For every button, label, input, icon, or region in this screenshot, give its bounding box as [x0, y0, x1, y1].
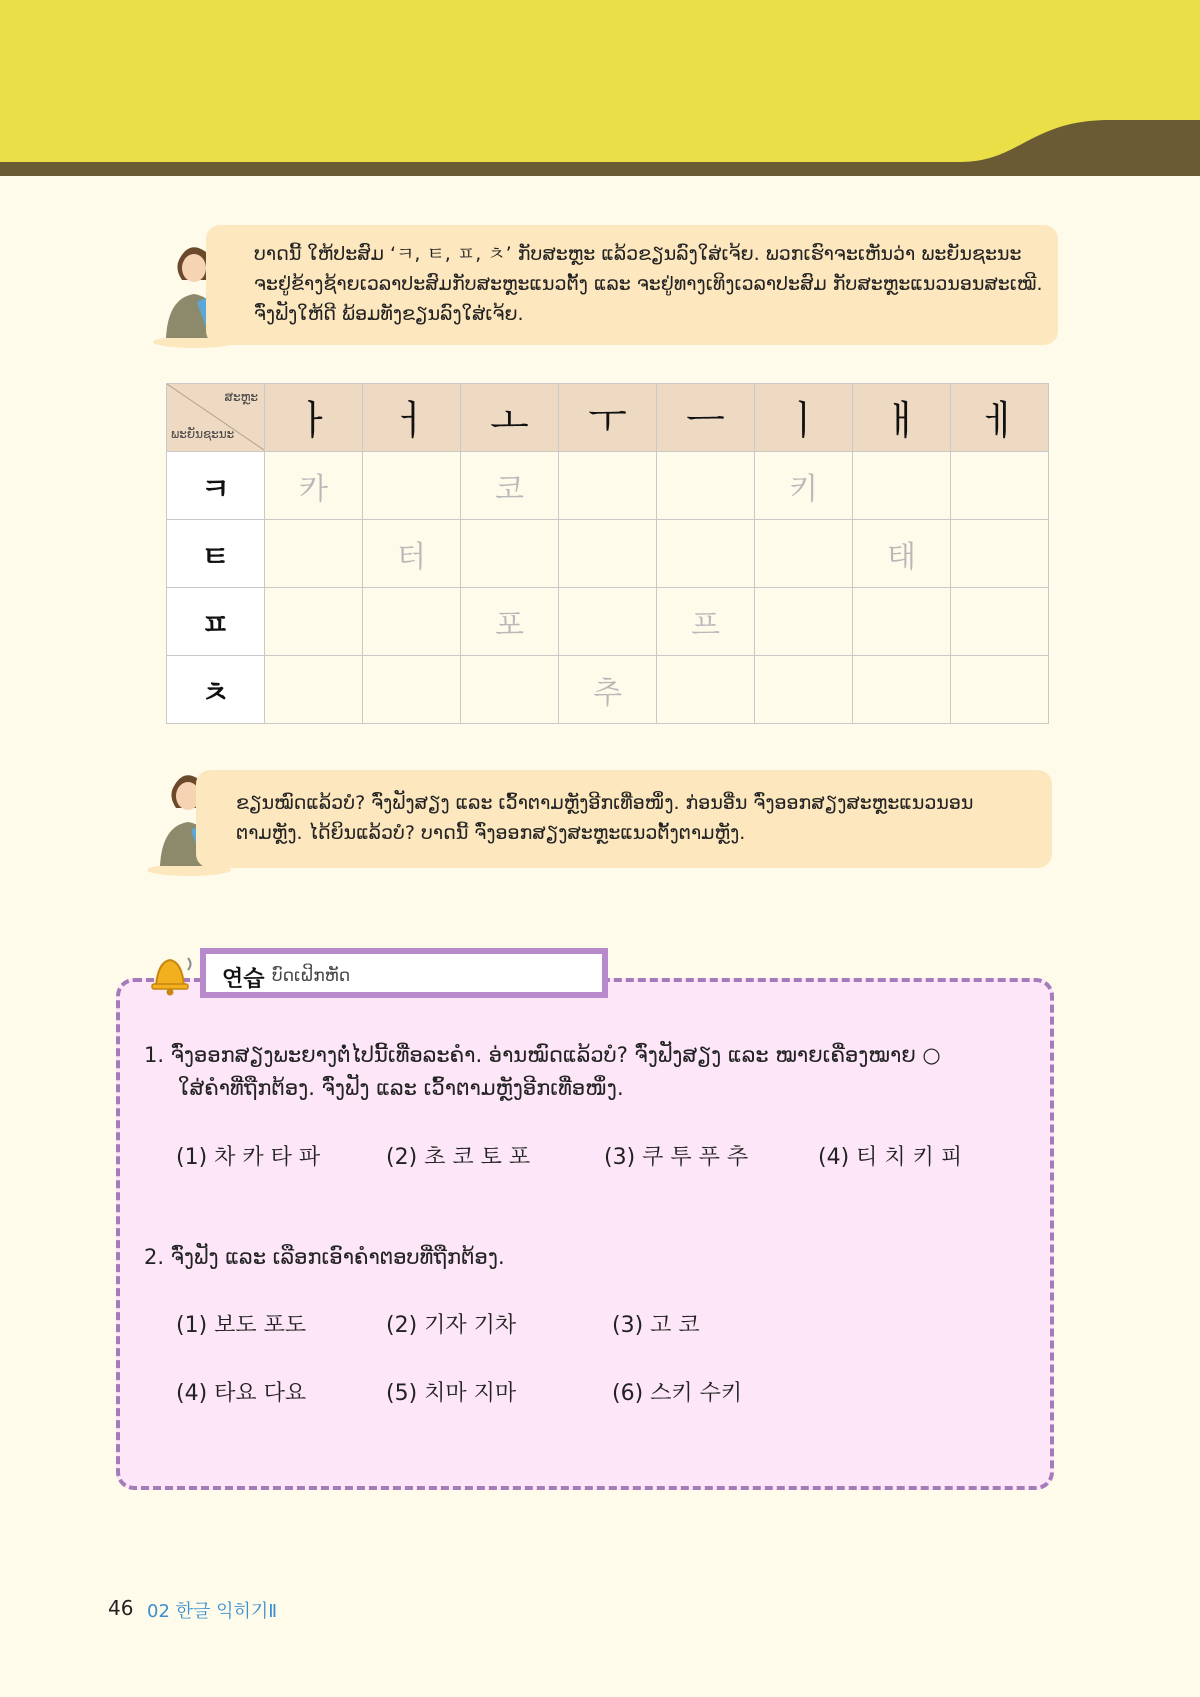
syllable-cell: 터 [363, 520, 461, 588]
instruction-1-line-2: ຈະຢູ່ຂ້າງຊ້າຍເວລາປະສົມກັບສະຫຼະແນວຕັ້ງ ແລະ ຈະຢູ່ທາງເທິງເວລາປະສົມ ກັບສະຫຼະແນວນອນສະເໝີ. [254, 273, 1043, 295]
question-2: 2. ຈົ່ງຟັງ ແລະ ເລືອກເອົາຄໍາຕອບທີ່ຖືກຕ້ອງ. [144, 1245, 505, 1269]
practice-title-ribbon [200, 948, 608, 998]
syllable-cell: 키 [755, 452, 853, 520]
syllable-table [166, 383, 1049, 724]
syllable-cell [657, 452, 755, 520]
practice-title-lao: ບົດເຝິກຫັດ [272, 966, 351, 986]
syllable-cell [363, 588, 461, 656]
instruction-1-line-3: ຈົ່ງຟັງໃຫ້ດີ ພ້ອມທັງຂຽນລົງໃສ່ເຈ້ຍ. [254, 303, 524, 325]
syllable-cell [265, 656, 363, 724]
syllable-cell [265, 520, 363, 588]
instruction-1-line-1: ບາດນີ້ ໃຫ້ປະສົມ ‘ㅋ, ㅌ, ㅍ, ㅊ’ ກັບສະຫຼະ ແລ້ວຂຽນລົງໃສ່ເຈ້ຍ. ພວກເຮົາຈະເຫັນວ່າ ພະຍັນຊະນະ [254, 243, 1022, 265]
table-row [167, 656, 1049, 724]
q2-option: (4) 타요 다요 [176, 1381, 307, 1406]
syllable-cell [951, 588, 1049, 656]
q1-option: (2) 초 코 토 포 [386, 1145, 531, 1170]
syllable-cell [951, 520, 1049, 588]
syllable-cell [853, 656, 951, 724]
vowel-header: ㅡ [657, 384, 755, 452]
chapter-label: 02 한글 익히기Ⅱ [147, 1601, 278, 1622]
syllable-cell [755, 520, 853, 588]
consonant-header: ㅍ [167, 588, 265, 656]
syllable-cell: 코 [461, 452, 559, 520]
syllable-cell [657, 520, 755, 588]
syllable-cell [265, 588, 363, 656]
vowel-header: ㅓ [363, 384, 461, 452]
bell-icon [146, 948, 196, 998]
syllable-cell [853, 452, 951, 520]
vowel-header: ㅗ [461, 384, 559, 452]
table-row [167, 520, 1049, 588]
question-1-line-1: 1. ຈົ່ງອອກສຽງພະຍາງຕໍ່ໄປນີ້ເທື່ອລະຄໍາ. ອ່ານໝົດແລ້ວບໍ? ຈົ່ງຟັງສຽງ ແລະ ໝາຍເຄື່ອງໝາຍ ○ [144, 1043, 941, 1067]
consonant-header: ㅊ [167, 656, 265, 724]
syllable-cell: 추 [559, 656, 657, 724]
syllable-cell [559, 452, 657, 520]
table-corner [167, 384, 265, 452]
corner-label-vowel: ສະຫຼະ [224, 390, 258, 404]
syllable-cell [657, 656, 755, 724]
vowel-header-row [167, 384, 1049, 452]
syllable-cell [853, 588, 951, 656]
instruction-bubble-2 [196, 770, 1052, 868]
syllable-cell [951, 452, 1049, 520]
q2-option: (1) 보도 포도 [176, 1313, 307, 1338]
q2-option: (6) 스키 수키 [612, 1381, 743, 1406]
vowel-header: ㅣ [755, 384, 853, 452]
vowel-header: ㅐ [853, 384, 951, 452]
instruction-bubble-1 [206, 225, 1058, 345]
syllable-cell [951, 656, 1049, 724]
vowel-header: ㅔ [951, 384, 1049, 452]
consonant-header: ㅌ [167, 520, 265, 588]
table-row [167, 452, 1049, 520]
syllable-cell: 프 [657, 588, 755, 656]
q2-option: (5) 치마 지마 [386, 1381, 517, 1406]
syllable-cell [755, 656, 853, 724]
q2-option: (3) 고 코 [612, 1313, 700, 1338]
q1-option: (3) 쿠 투 푸 추 [604, 1145, 749, 1170]
syllable-cell: 태 [853, 520, 951, 588]
instruction-2-line-2: ຕາມຫຼັງ. ໄດ້ຍິນແລ້ວບໍ? ບາດນີ້ ຈົ່ງອອກສຽງສະຫຼະແນວຕັ້ງຕາມຫຼັງ. [236, 822, 746, 844]
page-number: 46 [108, 1596, 134, 1620]
consonant-header: ㅋ [167, 452, 265, 520]
syllable-cell: 포 [461, 588, 559, 656]
vowel-header: ㅏ [265, 384, 363, 452]
corner-label-consonant: ພະຍັນຊະນະ [171, 427, 235, 441]
syllable-cell: 카 [265, 452, 363, 520]
syllable-cell [363, 452, 461, 520]
syllable-cell [755, 588, 853, 656]
q1-option: (4) 티 치 키 피 [818, 1145, 963, 1170]
table-row [167, 588, 1049, 656]
question-1-line-2: ໃສ່ຄໍາທີ່ຖືກຕ້ອງ. ຈົ່ງຟັງ ແລະ ເວົ້າຕາມຫຼັງອີກເທື່ອໜຶ່ງ. [178, 1076, 624, 1100]
header-band [0, 0, 1200, 176]
syllable-cell [461, 520, 559, 588]
practice-title-korean: 연습 [222, 967, 265, 992]
syllable-cell [559, 588, 657, 656]
syllable-cell [363, 656, 461, 724]
vowel-header: ㅜ [559, 384, 657, 452]
instruction-2-line-1: ຂຽນໝົດແລ້ວບໍ? ຈົ່ງຟັງສຽງ ແລະ ເວົ້າຕາມຫຼັງອີກເທື່ອໜຶ່ງ. ກ່ອນອື່ນ ຈົ່ງອອກສຽງສະຫຼະແນວນອນ [236, 792, 974, 814]
syllable-cell [461, 656, 559, 724]
q2-option: (2) 기자 기차 [386, 1313, 517, 1338]
q1-option: (1) 차 카 타 파 [176, 1145, 321, 1170]
syllable-cell [559, 520, 657, 588]
